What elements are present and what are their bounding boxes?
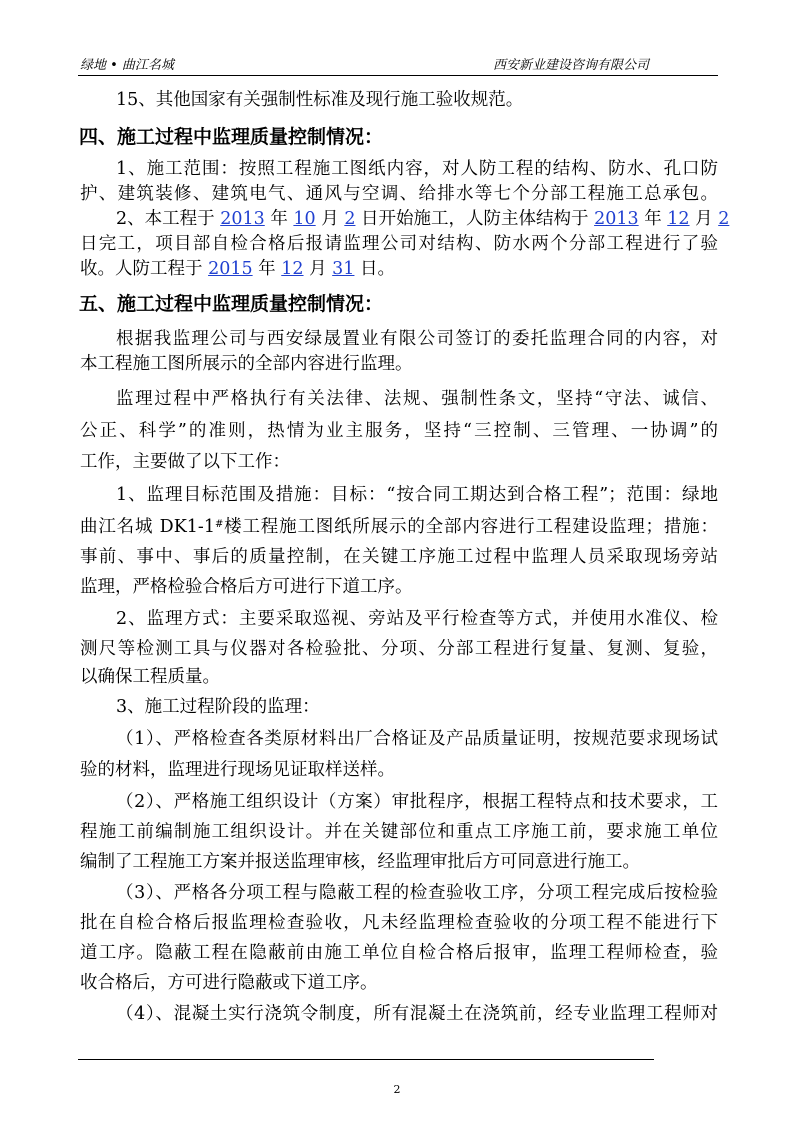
paragraph-line: 3、施工过程阶段的监理： [116, 697, 320, 717]
paragraph-line: 以确保工程质量。 [80, 667, 220, 687]
date-value: 2015 [208, 259, 253, 279]
paragraph-line: 事前、事中、事后的质量控制，在关键工序施工过程中监理人员采取现场旁站 [80, 547, 718, 567]
paragraph-line: 验的材料，监理进行现场见证取样送样。 [80, 760, 395, 780]
paragraph-line-dates: 收。人防工程于 2015 年 12 月 31 日。 [80, 259, 396, 279]
footer-rule [78, 1059, 654, 1060]
paragraph-line: 批在自检合格后报监理检查验收，凡未经监理检查验收的分项工程不能进行下 [80, 913, 718, 933]
paragraph-line: 道工序。隐蔽工程在隐蔽前由施工单位自检合格后报审，监理工程师检查，验 [80, 943, 718, 963]
paragraph-line: 1、监理目标范围及措施：目标：“按合同工期达到合格工程”；范围：绿地 [116, 485, 718, 505]
header-rule [78, 75, 718, 76]
paragraph-line-dates: 2、本工程于 2013 年 10 月 2 日开始施工，人防主体结构于 2013 年 12 月 2 [116, 209, 730, 229]
date-value: 31 [332, 259, 355, 279]
paragraph-line: 公正、科学”的准则，热情为业主服务，坚持“三控制、三管理、一协调”的 [80, 421, 718, 441]
date-value: 2 [344, 209, 356, 229]
paragraph-line: （3）、严格各分项工程与隐蔽工程的检查验收工序，分项工程完成后按检验 [116, 883, 718, 903]
paragraph-line: 工作，主要做了以下工作： [80, 452, 290, 472]
date-value: 12 [281, 259, 304, 279]
paragraph-line: 测尺等检测工具与仪器对各检验批、分项、分部工程进行复量、复测、复验， [80, 639, 718, 659]
section-heading-5: 五、施工过程中监理质量控制情况： [79, 293, 384, 315]
paragraph-line: 根据我监理公司与西安绿晟置业有限公司签订的委托监理合同的内容，对 [116, 329, 718, 349]
date-value: 10 [293, 209, 316, 229]
paragraph-line: （2）、严格施工组织设计（方案）审批程序，根据工程特点和技术要求，工 [116, 792, 718, 812]
header-right-company: 西安新业建设咨询有限公司 [493, 58, 650, 73]
paragraph-line: 程施工前编制施工组织设计。并在关键部位和重点工序施工前，要求施工单位 [80, 822, 718, 842]
paragraph-line: （4）、混凝土实行浇筑令制度，所有混凝土在浇筑前，经专业监理工程师对 [116, 1004, 718, 1024]
paragraph-line: 护、建筑装修、建筑电气、通风与空调、给排水等七个分部工程施工总承包。 [80, 184, 718, 204]
list-item-15: 15、其他国家有关强制性标准及现行施工验收规范。 [116, 90, 524, 110]
paragraph-line: 曲江名城 DK1-1#楼工程施工图纸所展示的全部内容进行工程建设监理；措施： [80, 517, 718, 537]
date-value: 12 [667, 209, 690, 229]
date-value: 2013 [220, 209, 265, 229]
page-number: 2 [393, 1083, 401, 1096]
paragraph-line: 2、监理方式：主要采取巡视、旁站及平行检查等方式，并使用水准仪、检 [116, 609, 718, 629]
header-left-title: 绿地 • 曲江名城 [80, 58, 174, 73]
paragraph-line: 收合格后，方可进行隐蔽或下道工序。 [80, 973, 378, 993]
superscript-mark: # [214, 519, 224, 530]
paragraph-line: 编制了工程施工方案并报送监理审核，经监理审批后方可同意进行施工。 [80, 852, 640, 872]
date-value: 2 [718, 209, 730, 229]
paragraph-line: 日完工，项目部自检合格后报请监理公司对结构、防水两个分部工程进行了验 [80, 234, 718, 254]
date-value: 2013 [594, 209, 639, 229]
section-heading-4: 四、施工过程中监理质量控制情况： [79, 126, 384, 148]
paragraph-line: 监理，严格检验合格后方可进行下道工序。 [80, 577, 413, 597]
paragraph-line: 1、施工范围：按照工程施工图纸内容，对人防工程的结构、防水、孔口防 [116, 159, 718, 179]
paragraph-line: 监理过程中严格执行有关法律、法规、强制性条文，坚持“守法、诚信、 [116, 389, 718, 409]
paragraph-line: （1）、严格检查各类原材料出厂合格证及产品质量证明，按规范要求现场试 [116, 729, 718, 749]
paragraph-line: 本工程施工图所展示的全部内容进行监理。 [80, 354, 413, 374]
